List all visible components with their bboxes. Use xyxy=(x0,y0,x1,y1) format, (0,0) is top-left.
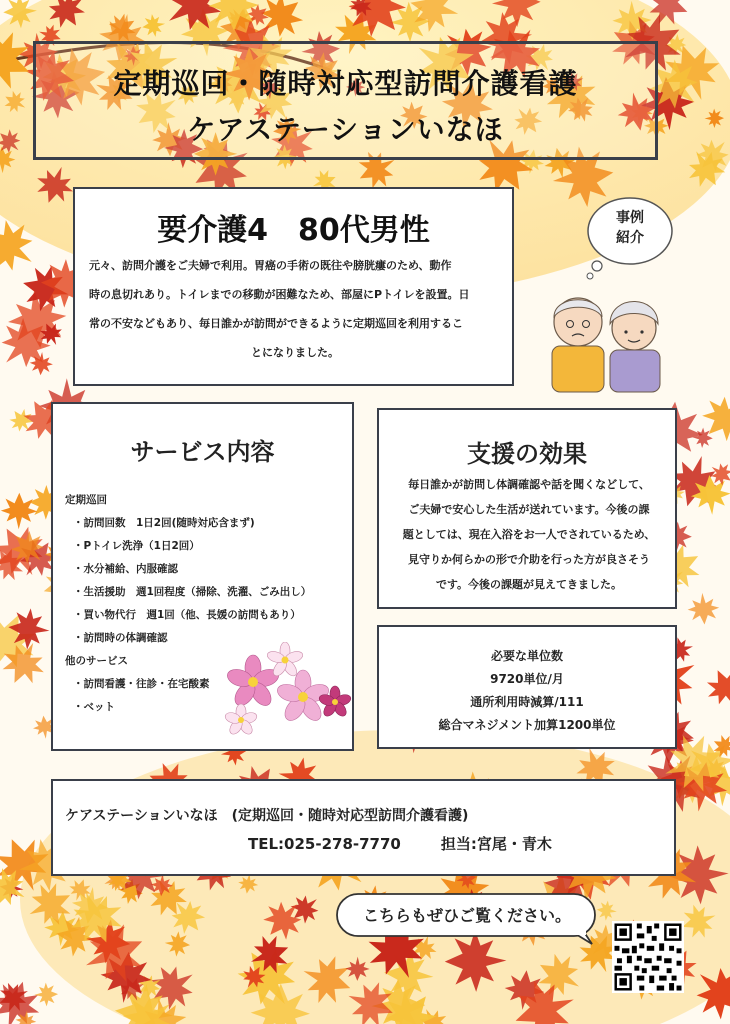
contact-person: 担当:宮尾・青木 xyxy=(440,835,552,853)
contact-box xyxy=(51,779,676,876)
qr-code-icon[interactable] xyxy=(612,921,684,993)
service-category: 定期巡回 xyxy=(65,494,107,506)
service-item: ・訪問看護・往診・在宅酸素 xyxy=(73,678,210,690)
service-item: ・Pトイレ洗浄（1日2回） xyxy=(73,540,200,552)
contact-details xyxy=(248,833,552,854)
case-line: とになりました。 xyxy=(251,346,339,359)
service-item: ・訪問時の体調確認 xyxy=(73,632,168,644)
units-item: 総合マネジメント加算1200単位 xyxy=(438,718,616,732)
bubble-line: 紹介 xyxy=(616,230,644,246)
effect-line: 見守りか何らかの形で介助を行った方が良さそう xyxy=(408,553,650,566)
effect-line: ご夫婦で安心した生活が送れています。今後の課 xyxy=(408,503,650,516)
service-item: ・買い物代行 週1回（他、長媛の訪問もあり） xyxy=(73,609,301,621)
cta-text: こちらもぜひご覧ください。 xyxy=(362,906,571,925)
units-list xyxy=(379,645,675,737)
elderly-couple-illustration xyxy=(540,282,670,394)
units-heading: 必要な単位数 xyxy=(490,649,563,663)
effect-line: 毎日誰かが訪問し体調確認や話を聞くなどして、 xyxy=(408,478,650,491)
contact-facility: ケアステーションいなほ (定期巡回・随時対応型訪問介護看護) xyxy=(65,808,469,824)
support-effect-box xyxy=(377,408,677,609)
effect-line: 題としては、現在入浴をお一人でされているため、 xyxy=(402,528,656,541)
effect-description xyxy=(391,472,667,597)
page-title: 定期巡回・随時対応型訪問介護看護 xyxy=(113,67,578,100)
effect-heading: 支援の効果 xyxy=(467,440,587,468)
case-study-bubble xyxy=(585,196,675,266)
units-item: 9720単位/月 xyxy=(490,672,564,686)
case-description xyxy=(89,251,501,367)
case-line: 時の息切れあり。トイレまでの移動が困難なため、部屋にPトイレを設置。日 xyxy=(89,288,470,301)
title-banner xyxy=(33,41,658,160)
bubble-text xyxy=(585,208,675,248)
cosmos-flower-icon xyxy=(223,642,353,742)
facility-name: ケアステーションいなほ xyxy=(187,113,504,146)
phone-number[interactable]: TEL:025-278-7770 xyxy=(248,835,401,853)
service-item: ・訪問回数 1日2回(随時対応含まず) xyxy=(73,517,255,529)
effect-line: です。今後の課題が見えてきました。 xyxy=(435,578,623,591)
service-item: ・水分補給、内服確認 xyxy=(73,563,178,575)
required-units-box xyxy=(377,625,677,749)
service-item: ・生活援助 週1回程度（掃除、洗濯、ごみ出し） xyxy=(73,586,312,598)
service-heading: サービス内容 xyxy=(130,438,275,466)
case-line: 元々、訪問介護をご夫婦で利用。胃癌の手術の既往や膀胱瘻のため、動作 xyxy=(89,259,452,272)
case-line: 常の不安などもあり、毎日誰かが訪問ができるように定期巡回を利用するこ xyxy=(89,317,463,330)
cta-bubble xyxy=(336,893,598,939)
bubble-line: 事例 xyxy=(616,210,644,226)
units-item: 通所利用時減算/111 xyxy=(470,695,584,709)
case-heading: 要介護4 80代男性 xyxy=(157,213,430,248)
service-content-box xyxy=(51,402,354,751)
service-category: 他のサービス xyxy=(65,655,128,667)
case-summary-box xyxy=(73,187,514,386)
service-item: ・ベット xyxy=(73,701,115,713)
